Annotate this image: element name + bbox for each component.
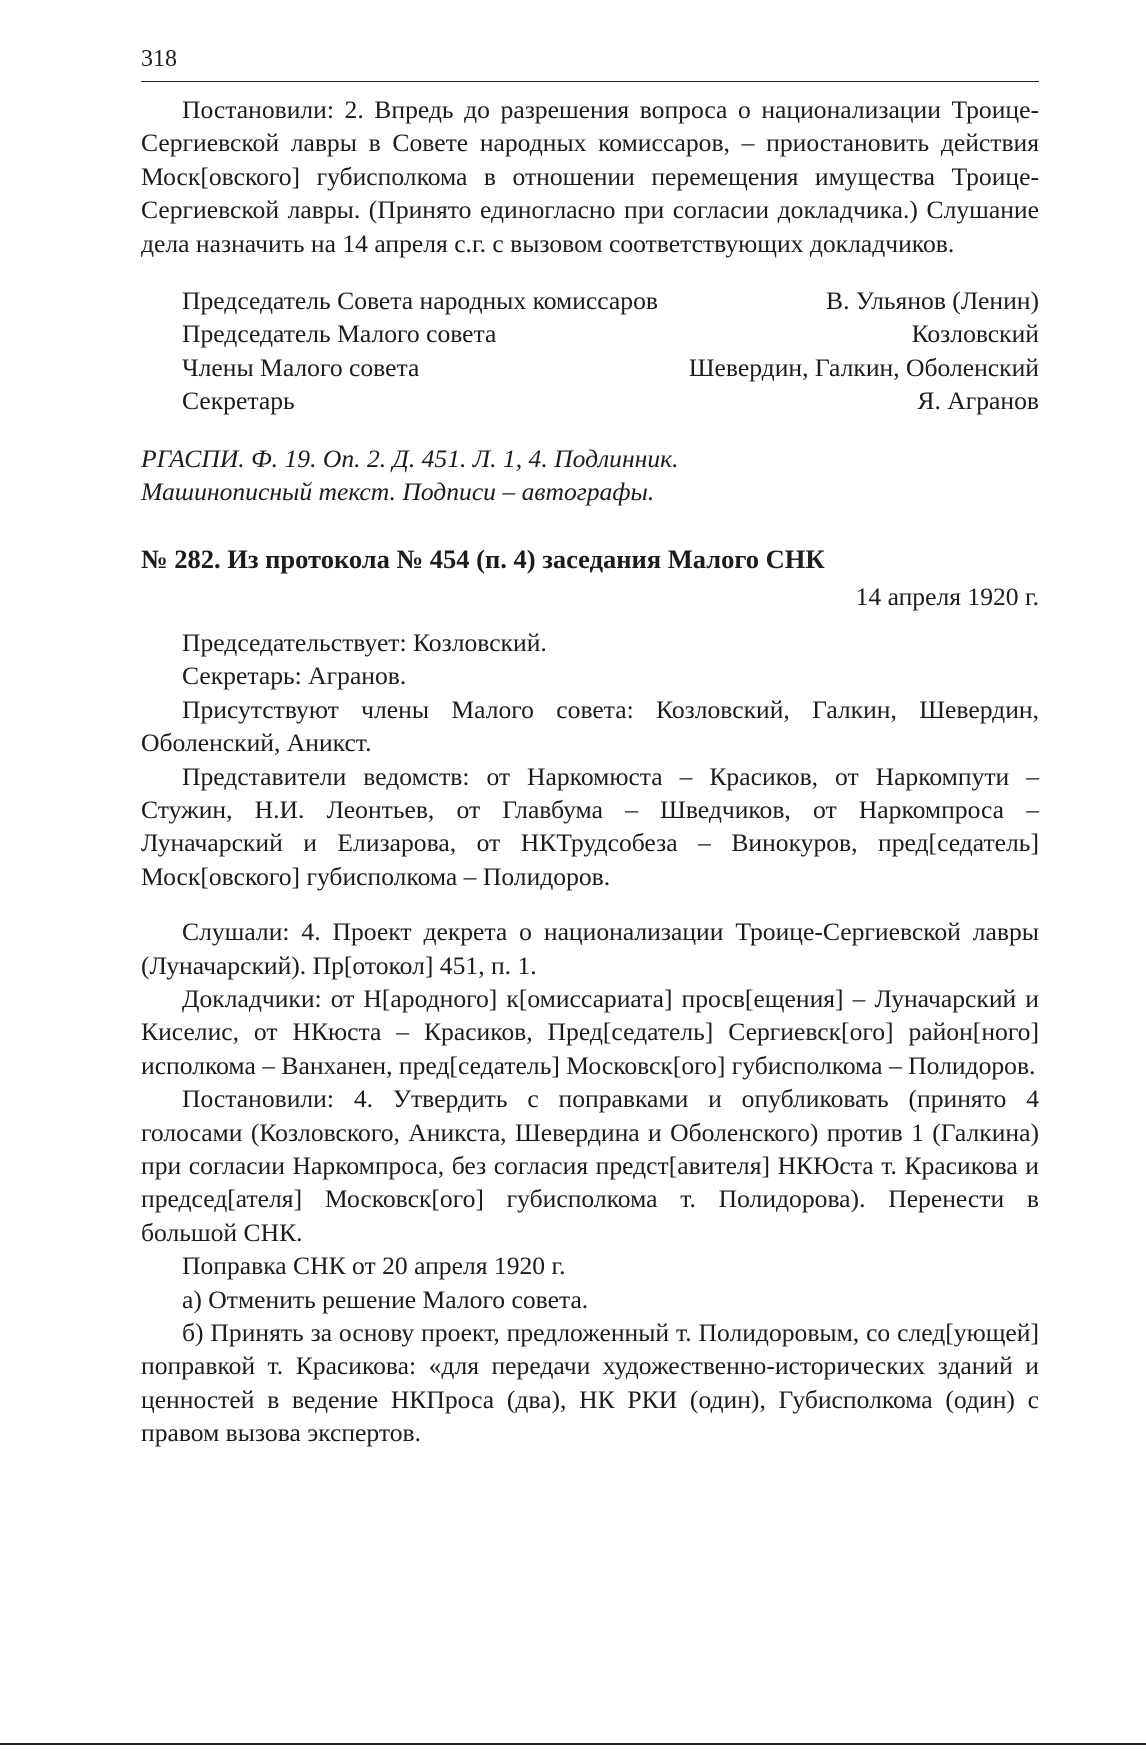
archive-line: Машинописный текст. Подписи – автографы.: [141, 477, 655, 507]
paragraph-gap: [141, 893, 1039, 915]
signature-role: Секретарь: [182, 386, 295, 416]
chairman-line: Председательствует: Козловский.: [182, 627, 547, 657]
book-page: [141, 45, 1039, 1450]
heard-paragraph: Слушали: 4. Проект декрета о национализации Троице-Сергиевской лавры (Луначарский). Пр[отокол] 451, п. 1.: [141, 917, 1039, 980]
document-date: 14 апреля 1920 г.: [855, 582, 1039, 612]
signature-row: [182, 284, 1039, 317]
attendees-paragraph: Присутствуют члены Малого совета: Козловский, Галкин, Шевердин, Оболенский, Аникст.: [141, 694, 1039, 758]
archive-line: РГАСПИ. Ф. 19. Оп. 2. Д. 451. Л. 1, 4. Подлинник.: [141, 443, 679, 473]
decision-paragraph: Постановили: 2. Впредь до разрешения вопроса о национализации Троице-Сергиевской лавры в Совете народных комиссаров, – приостановить действия Моск[овского] губисполкома в отношении перемещения имущества Троице-Сергиевской лавры. (Принято единогласно при согласии докладчика.) Слушание дела назначить на 14 апреля с.г. с вызовом соответствующих докладчиков.: [141, 95, 1039, 258]
secretary-line: Секретарь: Агранов.: [182, 661, 407, 691]
page-number: 318: [141, 46, 177, 72]
header-rule: [141, 81, 1039, 82]
document-heading: № 282. Из протокола № 454 (п. 4) заседания Малого СНК: [141, 544, 825, 575]
signature-name: Я. Агранов: [917, 386, 1039, 416]
resolution-paragraph: Постановили: 4. Утвердить с поправками и опубликовать (принято 4 голосами (Козловского, Аникста, Шевердина и Оболенского) против 1 (Галкина) при согласии Наркомпроса, без согласия предст[авителя] НКЮста т. Красикова и председ[ателя] Московск[ого] губисполкома т. Полидорова). Перенести в большой СНК.: [141, 1084, 1039, 1247]
amendment-item-b: б) Принять за основу проект, предложенный т. Полидоровым, со след[ующей] поправкой т. Красикова: «для передачи художественно-исторических зданий и ценностей в ведение НКПроса (два), НК РКИ (один), Губисполкома (один) с правом вызова экспертов.: [141, 1318, 1039, 1448]
signature-name: Шевердин, Галкин, Оболенский: [688, 352, 1039, 382]
representatives-paragraph: Представители ведомств: от Наркомюста – Красиков, от Наркомпути – Стужин, Н.И. Леонтьев, от Главбума – Шведчиков, от Наркомпроса – Луначарский и Елизарова, от НКТрудсобеза – Винокуров, пред[седатель] Моск[овского] губисполкома – Полидоров.: [141, 761, 1039, 891]
signature-role: Члены Малого совета: [182, 352, 420, 382]
signature-row: [182, 317, 1039, 350]
archive-reference: [141, 442, 1039, 509]
signature-role: Председатель Совета народных комиссаров: [182, 286, 658, 316]
signature-role: Председатель Малого совета: [182, 319, 497, 349]
signature-name: В. Ульянов (Ленин): [826, 286, 1039, 316]
signature-row: [182, 351, 1039, 384]
amendment-item-a: а) Отменить решение Малого совета.: [182, 1284, 589, 1314]
amendment-title: Поправка СНК от 20 апреля 1920 г.: [182, 1251, 566, 1281]
signature-name: Козловский: [911, 319, 1039, 349]
scan-bottom-edge: [0, 1743, 1146, 1745]
speakers-paragraph: Докладчики: от Н[ародного] к[омиссариата] просв[ещения] – Луначарский и Киселис, от НКюста – Красиков, Пред[седатель] Сергиевск[ого] район[ного] исполкома – Ванханен, пред[седатель] Московск[ого] губисполкома – Полидоров.: [141, 983, 1039, 1080]
signature-block: [182, 284, 1039, 418]
signature-row: [182, 384, 1039, 417]
